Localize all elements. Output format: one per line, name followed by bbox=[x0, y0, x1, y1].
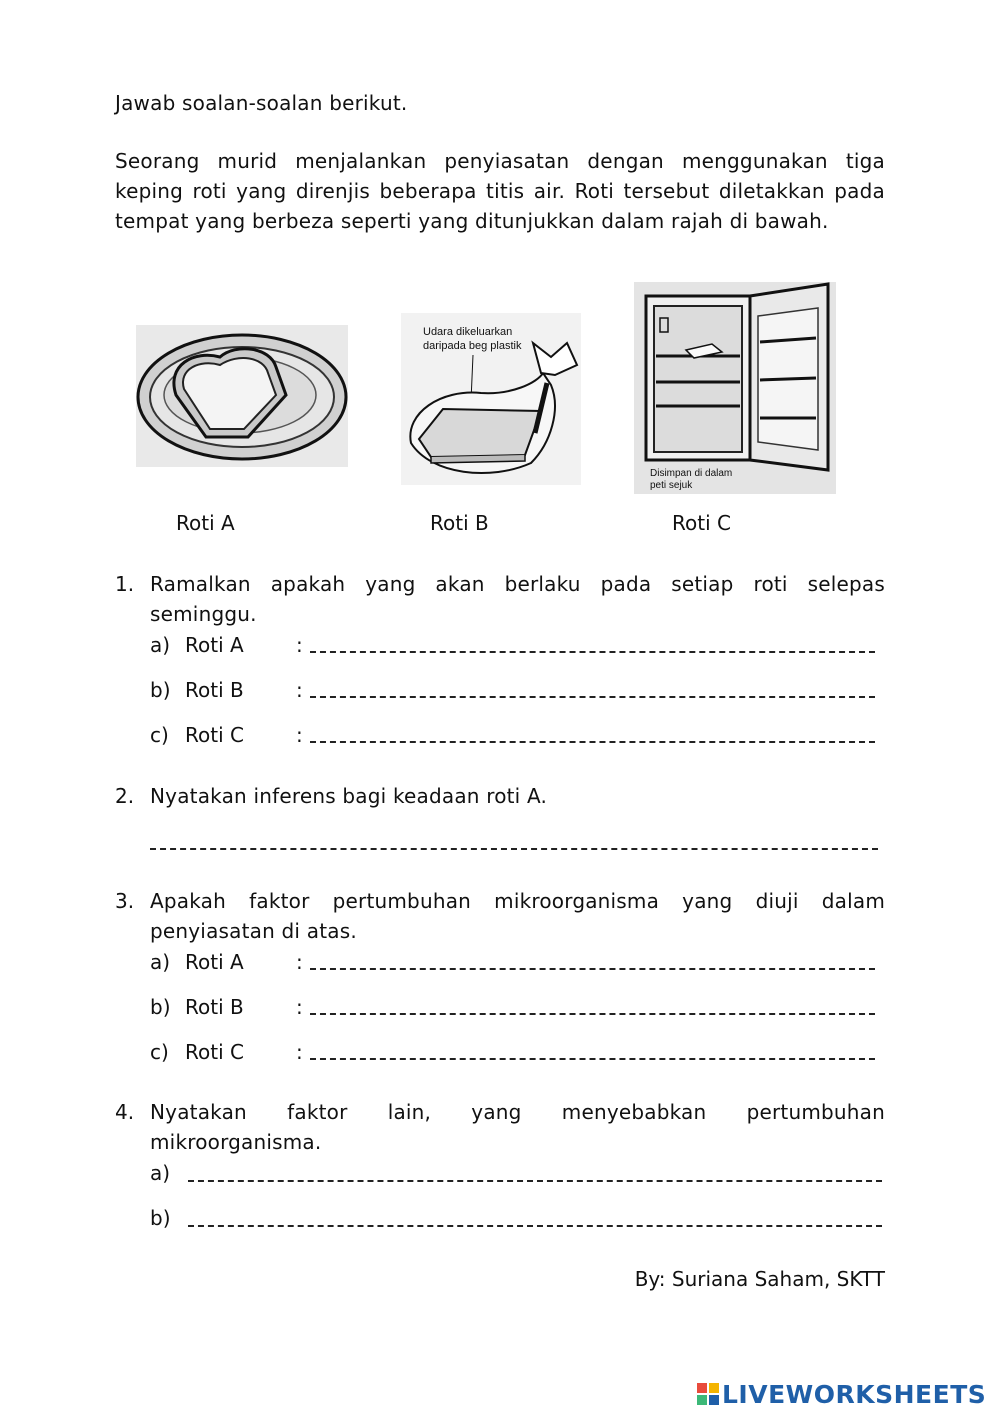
intro-paragraph: Seorang murid menjalankan penyiasatan dengan menggunakan tiga keping roti yang direnjis beberapa titis air. Roti tersebut diletakkan pada tempat yang berbeza seperti yang ditunjukkan dalam rajah di bawah. bbox=[115, 149, 885, 233]
q4-a-answer-line[interactable] bbox=[188, 1180, 882, 1182]
q3-c-answer-line[interactable] bbox=[310, 1058, 875, 1060]
q3-c-letter: c) bbox=[150, 1040, 169, 1064]
q4-b-letter: b) bbox=[150, 1206, 171, 1230]
q4-text: Nyatakan faktor lain, yang menyebabkan pertumbuhan mikroorganisma. bbox=[150, 1100, 885, 1154]
q3-number: 3. bbox=[115, 889, 135, 913]
q3-a-label: Roti A bbox=[185, 950, 244, 974]
q2-text: Nyatakan inferens bagi keadaan roti A. bbox=[150, 784, 548, 808]
caption-roti-c: Roti C bbox=[672, 511, 731, 535]
q1-b-colon: : bbox=[296, 678, 303, 702]
q3-b-label: Roti B bbox=[185, 995, 244, 1019]
q3-a-answer-line[interactable] bbox=[310, 968, 875, 970]
q1-a-label: Roti A bbox=[185, 633, 244, 657]
q1-a-colon: : bbox=[296, 633, 303, 657]
q2-answer-line[interactable] bbox=[150, 848, 878, 850]
fridge-image bbox=[634, 282, 836, 494]
bread-in-bag-image bbox=[401, 313, 581, 485]
caption-roti-b: Roti B bbox=[430, 511, 489, 535]
instruction: Jawab soalan-soalan berikut. bbox=[115, 91, 408, 115]
q1-b-label: Roti B bbox=[185, 678, 244, 702]
q3-a-letter: a) bbox=[150, 950, 171, 974]
q1-a-letter: a) bbox=[150, 633, 171, 657]
q4-b-answer-line[interactable] bbox=[188, 1225, 882, 1227]
figure-roti-b bbox=[401, 313, 581, 485]
q1-c-colon: : bbox=[296, 723, 303, 747]
author-credit: By: Suriana Saham, SKTT bbox=[634, 1267, 885, 1291]
q1-text: Ramalkan apakah yang akan berlaku pada setiap roti selepas seminggu. bbox=[150, 572, 885, 626]
figure-roti-c bbox=[634, 282, 836, 494]
bread-on-plate-image bbox=[136, 325, 348, 467]
q1-c-label: Roti C bbox=[185, 723, 244, 747]
q4-a-letter: a) bbox=[150, 1161, 171, 1185]
q3-b-letter: b) bbox=[150, 995, 171, 1019]
figure-b-note-2: daripada beg plastik bbox=[423, 340, 522, 352]
figure-roti-a bbox=[136, 325, 348, 467]
q3-a-colon: : bbox=[296, 950, 303, 974]
q4-number: 4. bbox=[115, 1100, 135, 1124]
figure-b-note-1: Udara dikeluarkan bbox=[423, 326, 513, 338]
liveworksheets-logo-text: LIVEWORKSHEETS bbox=[722, 1379, 987, 1409]
q3-c-label: Roti C bbox=[185, 1040, 244, 1064]
caption-roti-a: Roti A bbox=[176, 511, 235, 535]
liveworksheets-logo[interactable] bbox=[697, 1381, 986, 1407]
q3-b-answer-line[interactable] bbox=[310, 1013, 875, 1015]
q2-number: 2. bbox=[115, 784, 135, 808]
q3-c-colon: : bbox=[296, 1040, 303, 1064]
q1-a-answer-line[interactable] bbox=[310, 651, 875, 653]
liveworksheets-logo-icon bbox=[697, 1383, 719, 1405]
figure-c-note-1: Disimpan di dalam bbox=[650, 468, 733, 479]
q3-b-colon: : bbox=[296, 995, 303, 1019]
q1-b-answer-line[interactable] bbox=[310, 696, 875, 698]
q1-c-letter: c) bbox=[150, 723, 169, 747]
q1-number: 1. bbox=[115, 572, 135, 596]
q3-text: Apakah faktor pertumbuhan mikroorganisma yang diuji dalam penyiasatan di atas. bbox=[150, 889, 885, 943]
figure-c-note-2: peti sejuk bbox=[650, 480, 693, 491]
q1-c-answer-line[interactable] bbox=[310, 741, 875, 743]
q1-b-letter: b) bbox=[150, 678, 171, 702]
